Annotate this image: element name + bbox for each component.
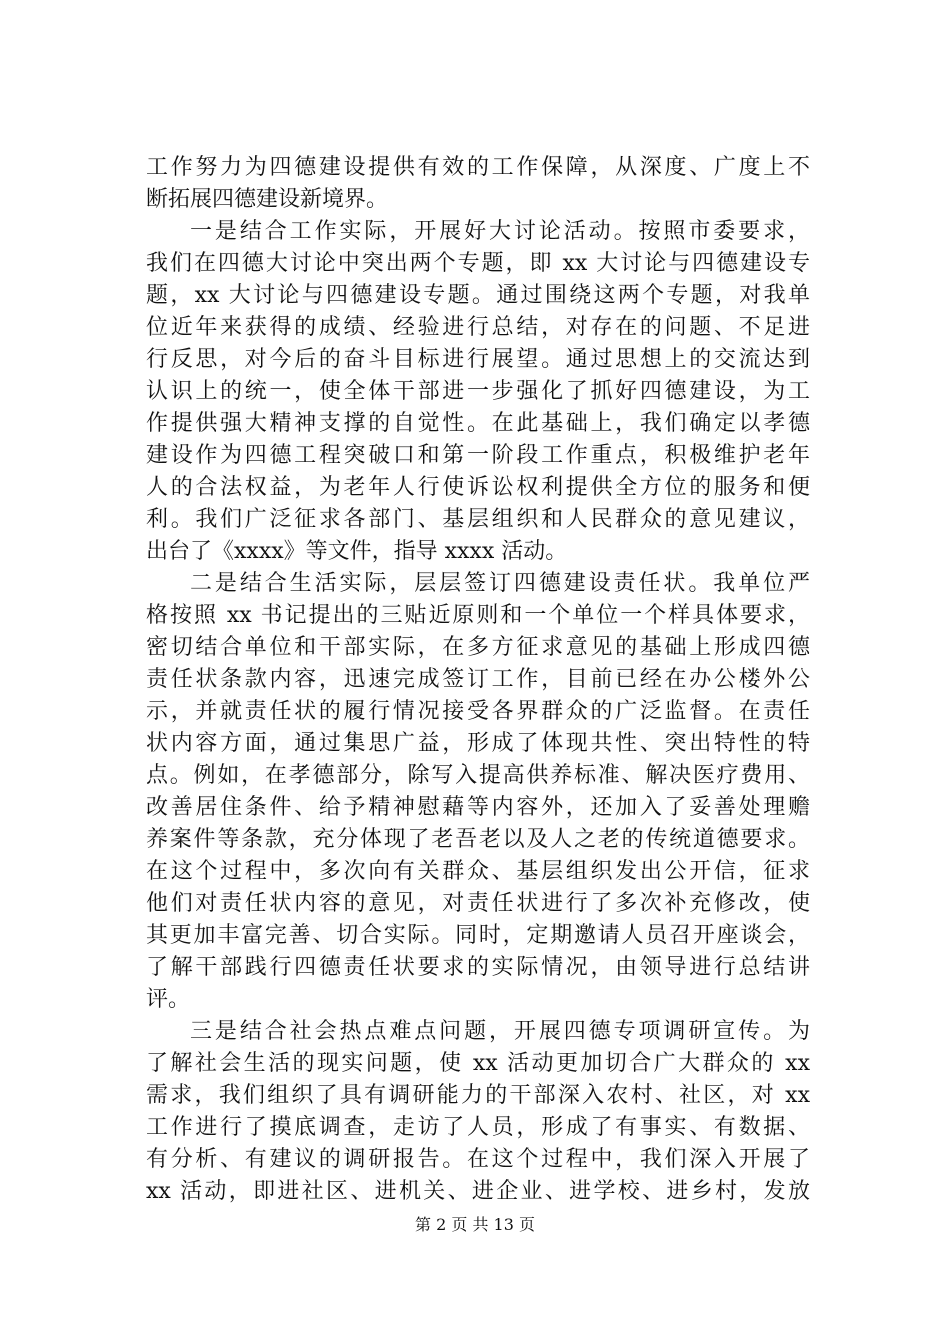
text-line: 示，并就责任状的履行情况接受各界群众的广泛监督。在责任 <box>146 699 810 724</box>
text-line: 建设作为四德工程突破口和第一阶段工作重点，积极维护老年 <box>146 443 810 468</box>
text-line: 断拓展四德建设新境界。 <box>146 187 389 212</box>
text-line: 点。例如，在孝德部分，除写入提高供养标准、解决医疗费用、 <box>146 763 810 788</box>
text-line: 需求，我们组织了具有调研能力的干部深入农村、社区，对 xx <box>146 1083 810 1108</box>
text-line: 位近年来获得的成绩、经验进行总结，对存在的问题、不足进 <box>146 315 810 340</box>
text-line: 了解社会生活的现实问题，使 xx 活动更加切合广大群众的 xx <box>146 1051 810 1076</box>
text-line: 作提供强大精神支撑的自觉性。在此基础上，我们确定以孝德 <box>146 411 810 436</box>
text-line: 改善居住条件、给予精神慰藉等内容外，还加入了妥善处理赡 <box>146 795 810 820</box>
text-line: 出台了《xxxx》等文件，指导 xxxx 活动。 <box>146 539 568 564</box>
paragraph-start-line: 二是结合生活实际，层层签订四德建设责任状。我单位严 <box>190 571 810 596</box>
text-line: 评。 <box>146 987 191 1012</box>
text-line: 他们对责任状内容的意见，对责任状进行了多次补充修改，使 <box>146 891 810 916</box>
text-line: 其更加丰富完善、切合实际。同时，定期邀请人员召开座谈会， <box>146 923 810 948</box>
page-footer <box>0 1215 950 1235</box>
text-line: 养案件等条款，充分体现了老吾老以及人之老的传统道德要求。 <box>146 827 810 852</box>
text-line: xx 活动，即进社区、进机关、进企业、进学校、进乡村，发放 <box>146 1179 810 1204</box>
text-line: 工作努力为四德建设提供有效的工作保障，从深度、广度上不 <box>146 155 810 180</box>
text-line: 人的合法权益，为老年人行使诉讼权利提供全方位的服务和便 <box>146 475 810 500</box>
text-line: 认识上的统一，使全体干部进一步强化了抓好四德建设，为工 <box>146 379 810 404</box>
text-line: 密切结合单位和干部实际，在多方征求意见的基础上形成四德 <box>146 635 810 660</box>
paragraph-start-line: 一是结合工作实际，开展好大讨论活动。按照市委要求， <box>190 219 810 244</box>
text-line: 利。我们广泛征求各部门、基层组织和人民群众的意见建议， <box>146 507 810 532</box>
text-line: 了解干部践行四德责任状要求的实际情况，由领导进行总结讲 <box>146 955 810 980</box>
text-line: 题，xx 大讨论与四德建设专题。通过围绕这两个专题，对我单 <box>146 283 810 308</box>
document-body <box>146 152 810 1208</box>
paragraph-start-line: 三是结合社会热点难点问题，开展四德专项调研宣传。为 <box>190 1019 810 1044</box>
text-line: 状内容方面，通过集思广益，形成了体现共性、突出特性的特 <box>146 731 810 756</box>
text-line: 格按照 xx 书记提出的三贴近原则和一个单位一个样具体要求， <box>146 603 810 628</box>
page-number-label: 第 2 页 共 13 页 <box>415 1215 535 1234</box>
text-line: 责任状条款内容，迅速完成签订工作，目前已经在办公楼外公 <box>146 667 810 692</box>
text-line: 工作进行了摸底调查，走访了人员，形成了有事实、有数据、 <box>146 1115 810 1140</box>
text-line: 有分析、有建议的调研报告。在这个过程中，我们深入开展了 <box>146 1147 810 1172</box>
text-line: 行反思，对今后的奋斗目标进行展望。通过思想上的交流达到 <box>146 347 810 372</box>
text-line: 我们在四德大讨论中突出两个专题，即 xx 大讨论与四德建设专 <box>146 251 810 276</box>
text-line: 在这个过程中，多次向有关群众、基层组织发出公开信，征求 <box>146 859 810 884</box>
